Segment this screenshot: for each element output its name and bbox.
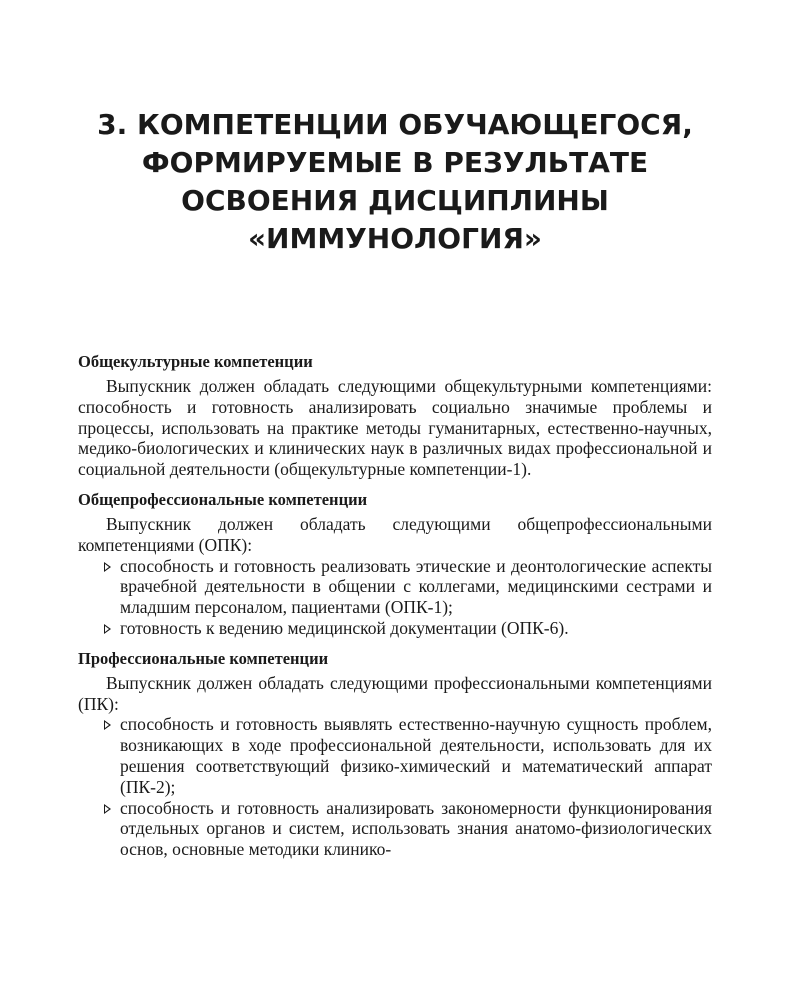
- list-item: [78, 556, 712, 618]
- section-general-professional: [78, 490, 712, 639]
- page-content: [78, 352, 712, 870]
- triangle-bullet-icon: [104, 562, 111, 572]
- section-heading: Общепрофессиональные компетенции: [78, 489, 368, 509]
- document-page: [78, 0, 712, 1000]
- list-item: [78, 798, 712, 860]
- competence-list: [78, 556, 712, 639]
- section-heading: Профессиональные компетенции: [78, 648, 329, 668]
- list-item-text: способность и готовность анализировать закономерности функционирования отдельных органов и систем, использовать знания анатомо-физиологических основ, основные методики клинико-: [120, 797, 712, 860]
- triangle-bullet-icon: [104, 720, 111, 730]
- triangle-bullet-icon: [104, 624, 111, 634]
- chapter-title-line: 3. КОМПЕТЕНЦИИ ОБУЧАЮЩЕГОСЯ,: [97, 108, 693, 141]
- section-heading: Общекультурные компетенции: [78, 352, 313, 371]
- chapter-title: [78, 106, 712, 258]
- list-item-text: способность и готовность выявлять естественно-научную сущность проблем, возникающих в ходе профессиональной деятельности, использовать для их решения соответствующий физико-химический и математический аппарат (ПК-2);: [120, 714, 712, 797]
- section-general-cultural: [78, 352, 712, 480]
- list-item-text: готовность к ведению медицинской документации (ОПК-6).: [120, 617, 569, 638]
- triangle-bullet-icon: [104, 804, 111, 814]
- section-paragraph: Выпускник должен обладать следующими общепрофессиональными компетенциями (ОПК):: [78, 513, 712, 555]
- list-item: [78, 714, 712, 797]
- section-professional: [78, 649, 712, 860]
- competence-list: [78, 714, 712, 860]
- section-paragraph: Выпускник должен обладать следующими общекультурными компетенциями: способность и готовность анализировать социально значимые проблемы и процессы, использовать на практике методы гуманитарных, естественно-научных, медико-биологических и клинических наук в различных видах профессиональной и социальной деятельности (общекультурные компетенции-1).: [78, 376, 712, 480]
- chapter-title-line: «ИММУНОЛОГИЯ»: [247, 222, 543, 255]
- section-paragraph: Выпускник должен обладать следующими профессиональными компетенциями (ПК):: [78, 672, 712, 714]
- chapter-title-line: ОСВОЕНИЯ ДИСЦИПЛИНЫ: [181, 184, 609, 217]
- chapter-title-line: ФОРМИРУЕМЫЕ В РЕЗУЛЬТАТЕ: [141, 146, 649, 179]
- list-item-text: способность и готовность реализовать этические и деонтологические аспекты врачебной деятельности в общении с коллегами, медицинскими сестрами и младшим персоналом, пациентами (ОПК-1);: [120, 555, 712, 618]
- list-item: [78, 618, 712, 639]
